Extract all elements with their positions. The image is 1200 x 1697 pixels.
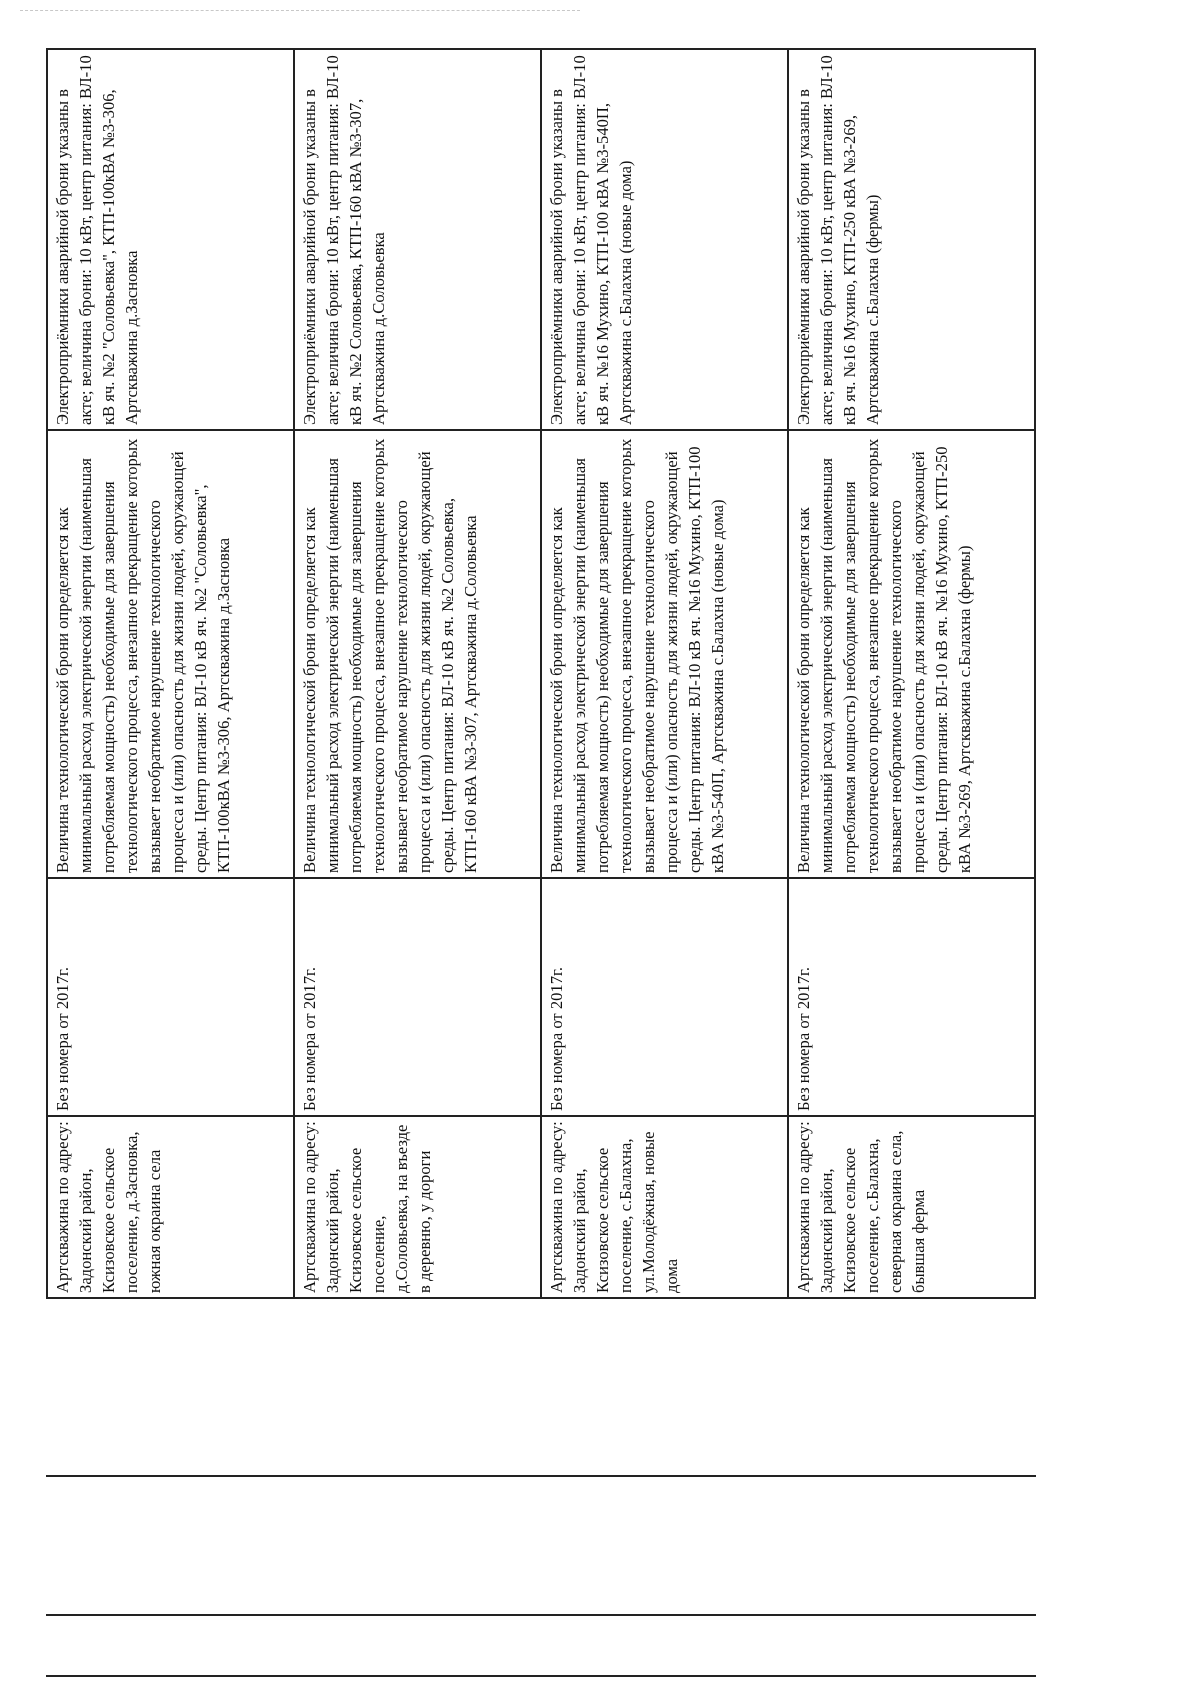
object-cell: Артскважина по адресу: Задонский район, Ксизовское сельское поселение, с.Балахна, северная окраина села, бывшая ферма [788,1116,1035,1298]
tech-reserve-cell: Величина технологической брони определяется как минимальный расход электрической энергии (наименьшая потребляемая мощность) необходимые для завершения технологического процесса, внезапное прекращение которых вызывает необратимое нарушение технологического процесса и (или) опасность для жизни людей, окружающей среды. Центр питания: ВЛ-10 кВ яч. №16 Мухино, КТП-100 кВА №3-540П, Артскважина с.Балахна (новые дома) [541,430,788,878]
horizontal-rule [46,1675,1036,1677]
object-cell: Артскважина по адресу: Задонский район, Ксизовское сельское поселение, с.Балахна, ул.Молодёжная, новые дома [541,1116,788,1298]
horizontal-rule [46,1614,1036,1616]
emergency-reserve-cell: Электроприёмники аварийной брони указаны в акте; величина брони: 10 кВт, центр питания: ВЛ-10 кВ яч. №2 "Соловьевка", КТП-100кВА №3-306, Артскважина д.Засновка [47,49,294,430]
table-row [294,49,541,1298]
table-row [47,49,294,1298]
act-cell: Без номера от 2017г. [47,878,294,1116]
tech-reserve-cell: Величина технологической брони определяется как минимальный расход электрической энергии (наименьшая потребляемая мощность) необходимые для завершения технологического процесса, внезапное прекращение которых вызывает необратимое нарушение технологического процесса и (или) опасность для жизни людей, окружающей среды. Центр питания: ВЛ-10 кВ яч. №2 Соловьевка, КТП-160 кВА №3-307, Артскважина д.Соловьевка [294,430,541,878]
tech-reserve-cell: Величина технологической брони определяется как минимальный расход электрической энергии (наименьшая потребляемая мощность) необходимые для завершения технологического процесса, внезапное прекращение которых вызывает необратимое нарушение технологического процесса и (или) опасность для жизни людей, окружающей среды. Центр питания: ВЛ-10 кВ яч. №16 Мухино, КТП-250 кВА №3-269, Артскважина с.Балахна (фермы) [788,430,1035,878]
act-cell: Без номера от 2017г. [788,878,1035,1116]
scan-edge-mark [20,10,580,11]
reserve-table [46,48,1036,1299]
object-cell: Артскважина по адресу: Задонский район, Ксизовское сельское поселение, д.Соловьевка, на въезде в деревню, у дороги [294,1116,541,1298]
act-cell: Без номера от 2017г. [294,878,541,1116]
rotated-page-content [46,50,1036,1299]
emergency-reserve-cell: Электроприёмники аварийной брони указаны в акте; величина брони: 10 кВт, центр питания: ВЛ-10 кВ яч. №16 Мухино, КТП-100 кВА №3-540П, Артскважина с.Балахна (новые дома) [541,49,788,430]
act-cell: Без номера от 2017г. [541,878,788,1116]
object-cell: Артскважина по адресу: Задонский район, Ксизовское сельское поселение, д.Засновка, южная окраина села [47,1116,294,1298]
rotated-table-area [46,50,1036,1299]
table-row [788,49,1035,1298]
emergency-reserve-cell: Электроприёмники аварийной брони указаны в акте; величина брони: 10 кВт, центр питания: ВЛ-10 кВ яч. №2 Соловьевка, КТП-160 кВА №3-307, Артскважина д.Соловьевка [294,49,541,430]
emergency-reserve-cell: Электроприёмники аварийной брони указаны в акте; величина брони: 10 кВт, центр питания: ВЛ-10 кВ яч. №16 Мухино, КТП-250 кВА №3-269, Артскважина с.Балахна (фермы) [788,49,1035,430]
horizontal-rule [46,1475,1036,1477]
tech-reserve-cell: Величина технологической брони определяется как минимальный расход электрической энергии (наименьшая потребляемая мощность) необходимые для завершения технологического процесса, внезапное прекращение которых вызывает необратимое нарушение технологического процесса и (или) опасность для жизни людей, окружающей среды. Центр питания: ВЛ-10 кВ яч. №2 "Соловьевка", КТП-100кВА №3-306, Артскважина д.Засновка [47,430,294,878]
table-row [541,49,788,1298]
